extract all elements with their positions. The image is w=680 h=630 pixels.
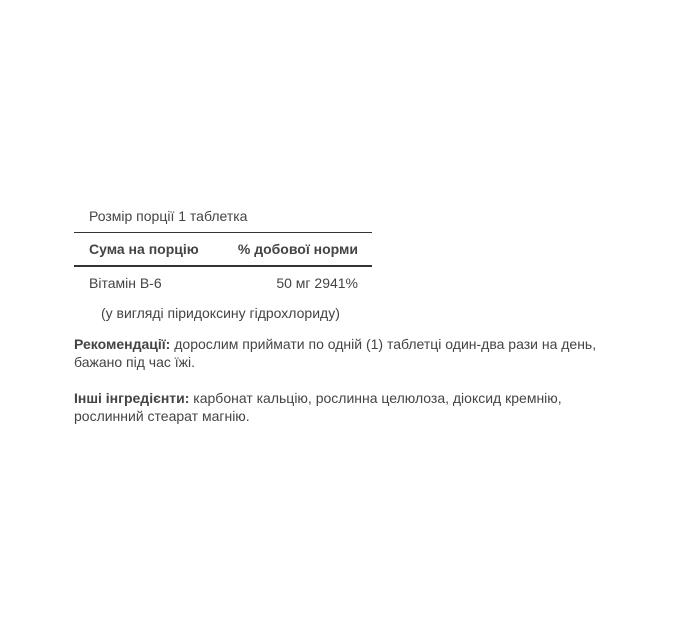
recommendations-paragraph xyxy=(74,335,634,371)
header-daily-value: % добової норми xyxy=(218,233,372,267)
nutrient-values xyxy=(218,266,372,292)
recommendations-text: дорослим приймати по одній (1) таблетці один-два рази на день, бажано під час їжі. xyxy=(74,336,597,370)
other-ingredients-label: Інші інгредієнти: xyxy=(74,390,190,406)
nutrient-daily-value: 2941% xyxy=(314,275,358,291)
nutrient-form-note: (у вигляді піридоксину гідрохлориду) xyxy=(101,305,340,321)
other-ingredients-text: карбонат кальцію, рослинна целюлоза, діоксид кремнію, рослинний стеарат магнію. xyxy=(74,390,562,424)
nutrient-amount: 50 мг xyxy=(276,275,311,291)
table-note-row xyxy=(74,292,372,322)
table-header-row xyxy=(74,233,372,267)
other-ingredients-paragraph xyxy=(74,389,634,425)
nutrient-name: Вітамін B-6 xyxy=(89,275,162,291)
table-row xyxy=(74,266,372,292)
header-amount-per-serving: Сума на порцію xyxy=(74,233,218,267)
supplement-facts-table xyxy=(74,232,372,322)
recommendations-label: Рекомендації: xyxy=(74,336,171,352)
serving-size: Розмір порції 1 таблетка xyxy=(89,208,248,224)
